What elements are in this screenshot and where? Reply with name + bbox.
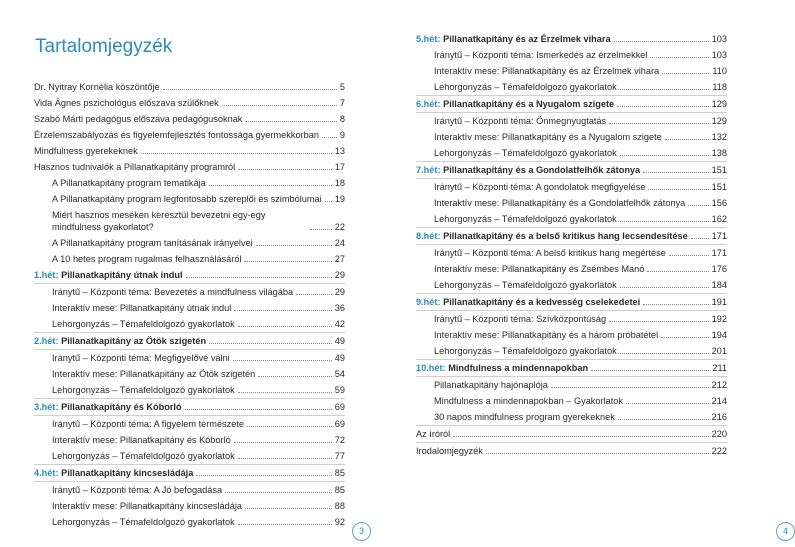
- toc-entry-title: Interaktív mese: Pillanatkapitány útnak indul: [52, 303, 232, 313]
- toc-entry[interactable]: [34, 143, 345, 159]
- toc-page-number: 211: [712, 363, 727, 373]
- chapter-title: Pillanatkapitány és a Nyugalom szigete: [443, 99, 615, 109]
- toc-entry-title: Interaktív mese: Pillanatkapitány kincsesládája: [52, 501, 242, 511]
- toc-entry-title: Iránytű – Központi téma: Önmegnyugtatás: [434, 116, 607, 126]
- toc-entry[interactable]: [416, 47, 727, 63]
- dot-leader: [163, 89, 337, 90]
- toc-entry-title: Lehorgonyzás – Témafeldolgozó gyakorlatok: [434, 214, 617, 224]
- toc-entry-title: Lehorgonyzás – Témafeldolgozó gyakorlatok: [434, 280, 617, 290]
- dot-leader: [688, 205, 708, 206]
- toc-page-number: 138: [711, 148, 727, 158]
- toc-page-number: 49: [334, 336, 345, 346]
- toc-page-number: 69: [334, 402, 345, 412]
- dot-leader: [209, 185, 332, 186]
- toc-entry-title: [34, 269, 183, 281]
- toc-entry-title: [416, 230, 688, 242]
- toc-entry-title: A Pillanatkapitány program legfontosabb szereplői és szimbólumai: [52, 194, 322, 204]
- toc-entry-title: Interaktív mese: Pillanatkapitány és Zsémbes Manó: [434, 264, 645, 274]
- toc-page-number: 103: [711, 50, 727, 60]
- week-number: 3.hét:: [34, 402, 59, 412]
- chapter-title: Pillanatkapitány kincsesládája: [61, 468, 194, 478]
- toc-chapter-entry[interactable]: [34, 267, 345, 284]
- toc-entry[interactable]: [416, 343, 727, 360]
- dot-leader: [609, 123, 709, 124]
- toc-chapter-entry[interactable]: [416, 294, 727, 311]
- toc-entry[interactable]: [34, 366, 345, 382]
- week-number: 1.hét:: [34, 270, 59, 280]
- toc-entry[interactable]: [34, 79, 345, 95]
- toc-page-number: 59: [334, 385, 345, 395]
- toc-entry[interactable]: [34, 95, 345, 111]
- dot-leader: [258, 376, 332, 377]
- dot-leader: [691, 238, 709, 239]
- toc-entry-title: Iránytű – Központi téma: Megfigyelővé válni: [52, 353, 230, 363]
- toc-entry[interactable]: [34, 350, 345, 366]
- toc-page-number: 156: [711, 198, 727, 208]
- toc-entry-title: Iránytű – Központi téma: Szívközpontúság: [434, 314, 607, 324]
- toc-entry-title: Dr. Nyitray Kornélia köszöntője: [34, 82, 160, 92]
- week-number: 6.hét:: [416, 99, 441, 109]
- toc-entry-title: [34, 401, 182, 413]
- dot-leader: [196, 475, 331, 476]
- toc-page-number: 184: [711, 280, 727, 290]
- toc-entry[interactable]: [34, 284, 345, 300]
- dot-leader: [648, 189, 708, 190]
- toc-entry-title: Irodalomjegyzék: [416, 446, 483, 456]
- toc-entry-title: A Pillanatkapitány program tematikája: [52, 178, 206, 188]
- toc-entry-title: Hasznos tudnivalók a Pillanatkapitány programról: [34, 162, 236, 172]
- toc-entry-title: [416, 33, 611, 45]
- toc-entry[interactable]: [416, 261, 727, 277]
- toc-entry-title: Az íróról: [416, 429, 451, 439]
- toc-page-number: 29: [334, 287, 345, 297]
- toc-entry-title: A 10 hetes program rugalmas felhasználásáról: [52, 254, 242, 264]
- toc-page-number: 54: [334, 369, 345, 379]
- toc-chapter-entry[interactable]: [34, 465, 345, 482]
- toc-page-number: 19: [334, 194, 345, 204]
- week-number: 5.hét:: [416, 34, 441, 44]
- toc-page-number: 18: [334, 178, 345, 188]
- toc-page-number: 151: [711, 165, 727, 175]
- chapter-title: Pillanatkapitány és a belső kritikus hang lecsendesítése: [443, 231, 688, 241]
- toc-entry[interactable]: [416, 79, 727, 96]
- dot-leader: [647, 271, 708, 272]
- toc-page-number: 192: [711, 314, 727, 324]
- dot-leader: [141, 153, 332, 154]
- toc-page-number: 118: [712, 82, 727, 92]
- toc-entry-title: Pillanatkapitány hajónaplója: [434, 380, 548, 390]
- toc-page-number: 69: [334, 419, 345, 429]
- toc-chapter-entry[interactable]: [34, 399, 345, 416]
- dot-leader: [665, 139, 709, 140]
- dot-leader: [551, 387, 709, 388]
- toc-entry-title: [416, 362, 588, 374]
- toc-entry[interactable]: [416, 393, 727, 409]
- toc-page-number: 77: [334, 451, 345, 461]
- dot-leader: [238, 169, 332, 170]
- toc-page-number: 151: [711, 182, 727, 192]
- toc-page-number: 212: [711, 380, 727, 390]
- toc-entry-title: Lehorgonyzás – Témafeldolgozó gyakorlatok: [434, 148, 617, 158]
- toc-entry-title: Iránytű – Központi téma: A gondolatok megfigyelése: [434, 182, 646, 192]
- toc-page-number: 110: [712, 66, 727, 76]
- dot-leader: [238, 392, 332, 393]
- toc-page-number: 7: [339, 98, 345, 108]
- toc-entry[interactable]: [416, 245, 727, 261]
- week-number: 2.hét:: [34, 336, 59, 346]
- toc-entry[interactable]: [416, 179, 727, 195]
- toc-entry-title: Miért hasznos meséken keresztül bevezetni egy-egy mindfulness gyakorlatot?: [52, 210, 266, 232]
- toc-entry[interactable]: [416, 277, 727, 294]
- toc-chapter-entry[interactable]: [416, 162, 727, 179]
- toc-entry-title: Interaktív mese: Pillanatkapitány és az Érzelmek vihara: [434, 66, 660, 76]
- dot-leader: [620, 287, 709, 288]
- toc-page-number: 42: [334, 319, 345, 329]
- dot-leader: [209, 343, 332, 344]
- toc-entry[interactable]: [416, 145, 727, 162]
- toc-chapter-entry[interactable]: [416, 228, 727, 245]
- toc-chapter-entry[interactable]: [34, 333, 345, 350]
- toc-page-number: 129: [711, 116, 727, 126]
- toc-entry[interactable]: [34, 127, 345, 143]
- week-number: 9.hét:: [416, 297, 441, 307]
- dot-leader: [620, 221, 709, 222]
- toc-page-number: 171: [711, 248, 727, 258]
- dot-leader: [620, 89, 710, 90]
- toc-entry[interactable]: [416, 443, 727, 459]
- dot-leader: [233, 360, 332, 361]
- toc-page-number: 72: [334, 435, 345, 445]
- toc-entry[interactable]: [34, 432, 345, 448]
- toc-chapter-entry[interactable]: [416, 96, 727, 113]
- toc-entry[interactable]: [416, 195, 727, 211]
- toc-entry[interactable]: [416, 327, 727, 343]
- week-number: 7.hét:: [416, 165, 441, 175]
- week-number: 8.hét:: [416, 231, 441, 241]
- toc-entry[interactable]: [34, 448, 345, 465]
- toc-page-number: 132: [711, 132, 727, 142]
- chapter-title: Pillanatkapitány az Ötök szigetén: [61, 336, 207, 346]
- toc-entry[interactable]: [416, 63, 727, 79]
- toc-entry[interactable]: [34, 382, 345, 399]
- toc-page-number: 5: [339, 82, 345, 92]
- dot-leader: [225, 492, 332, 493]
- dot-leader: [186, 277, 332, 278]
- toc-entry-title: Iránytű – Központi téma: A belső kritikus hang megértése: [434, 248, 666, 258]
- dot-leader: [486, 453, 709, 454]
- dot-leader: [245, 508, 332, 509]
- toc-entry-title: 30 napos mindfulness program gyerekeknek: [434, 412, 615, 422]
- toc-page-number: 92: [334, 517, 345, 527]
- week-number: 4.hét:: [34, 468, 59, 478]
- toc-page-number: 222: [711, 446, 727, 456]
- toc-entry-title: [34, 335, 206, 347]
- dot-leader: [591, 370, 709, 371]
- toc-page-number: 13: [334, 146, 345, 156]
- chapter-title: Pillanatkapitány útnak indul: [61, 270, 183, 280]
- toc-page-number: 49: [334, 353, 345, 363]
- dot-leader: [185, 409, 332, 410]
- toc-entry-title: Vida Ágnes pszichológus előszava szülőknek: [34, 98, 219, 108]
- dot-leader: [661, 337, 708, 338]
- dot-leader: [669, 255, 709, 256]
- chapter-title: Pillanatkapitány és az Érzelmek vihara: [443, 34, 611, 44]
- toc-page-number: 194: [711, 330, 727, 340]
- toc-page-number: 8: [339, 114, 345, 124]
- toc-entry[interactable]: [416, 129, 727, 145]
- toc-entry-title: Lehorgonyzás – Témafeldolgozó gyakorlatok: [52, 385, 235, 395]
- dot-leader: [325, 201, 332, 202]
- toc-page-number: 9: [339, 130, 345, 140]
- toc-page-number: 24: [334, 238, 345, 248]
- toc-page-number: 36: [334, 303, 345, 313]
- dot-leader: [643, 304, 708, 305]
- dot-leader: [296, 294, 332, 295]
- page-title: Tartalomjegyzék: [35, 36, 173, 57]
- toc-page-number: 27: [334, 254, 345, 264]
- dot-leader: [310, 229, 332, 230]
- chapter-title: Mindfulness a mindennapokban: [448, 363, 589, 373]
- toc-entry[interactable]: [416, 211, 727, 228]
- dot-leader: [238, 524, 332, 525]
- toc-chapter-entry[interactable]: [416, 360, 727, 377]
- toc-entry-title: Interaktív mese: Pillanatkapitány és a Gondolatfelhők zátonya: [434, 198, 686, 208]
- dot-leader: [650, 57, 708, 58]
- dot-leader: [234, 442, 332, 443]
- toc-page-number: 85: [334, 468, 345, 478]
- toc-entry[interactable]: [34, 300, 345, 316]
- toc-page-number: 88: [334, 501, 345, 511]
- toc-page-number: 201: [711, 346, 727, 356]
- toc-entry-title: Interaktív mese: Pillanatkapitány és a Nyugalom szigete: [434, 132, 662, 142]
- toc-entry[interactable]: [34, 159, 345, 175]
- toc-entry-title: Interaktív mese: Pillanatkapitány és a három próbatétel: [434, 330, 659, 340]
- week-number: 10.hét:: [416, 363, 446, 373]
- chapter-title: Pillanatkapitány és a Gondolatfelhők zátonya: [443, 165, 641, 175]
- toc-entry[interactable]: [34, 514, 345, 530]
- toc-entry-title: Lehorgonyzás – Témafeldolgozó gyakorlatok: [434, 82, 617, 92]
- dot-leader: [234, 310, 332, 311]
- chapter-title: Pillanatkapitány és a kedvesség cselekedetei: [443, 297, 641, 307]
- toc-entry[interactable]: [416, 409, 727, 426]
- dot-leader: [453, 436, 708, 437]
- toc-entry[interactable]: [34, 498, 345, 514]
- toc-entry[interactable]: [34, 191, 345, 207]
- dot-leader: [626, 403, 709, 404]
- dot-leader: [238, 458, 332, 459]
- chapter-title: Pillanatkapitány és Kóborló: [61, 402, 182, 412]
- toc-entry[interactable]: [34, 482, 345, 498]
- page-number-left: 3: [352, 522, 371, 541]
- toc-list-right: [416, 31, 727, 459]
- toc-entry[interactable]: [416, 377, 727, 393]
- dot-leader: [609, 321, 709, 322]
- dot-leader: [662, 73, 709, 74]
- toc-entry-title: Mindfulness gyerekeknek: [34, 146, 138, 156]
- toc-entry-title: [34, 467, 193, 479]
- toc-page-number: 22: [334, 222, 345, 232]
- toc-page-number: 129: [711, 99, 727, 109]
- toc-entry[interactable]: [416, 113, 727, 129]
- right-page: [384, 0, 788, 547]
- toc-page-number: 220: [711, 429, 727, 439]
- toc-entry-title: Interaktív mese: Pillanatkapitány és Kóborló: [52, 435, 231, 445]
- page-number-right: 4: [776, 522, 795, 541]
- dot-leader: [618, 419, 709, 420]
- dot-leader: [245, 121, 336, 122]
- toc-page-number: 171: [711, 231, 727, 241]
- toc-entry[interactable]: [34, 316, 345, 333]
- toc-entry-title: Iránytű – Központi téma: Ismerkedés az érzelmekkel: [434, 50, 648, 60]
- toc-page-number: 176: [711, 264, 727, 274]
- toc-chapter-entry[interactable]: [416, 31, 727, 47]
- toc-page-number: 216: [711, 412, 727, 422]
- dot-leader: [247, 426, 332, 427]
- toc-entry[interactable]: [34, 207, 345, 235]
- toc-entry[interactable]: [34, 175, 345, 191]
- toc-entry[interactable]: [34, 111, 345, 127]
- toc-entry-title: Iránytű – Központi téma: A figyelem természete: [52, 419, 245, 429]
- toc-entry-title: Lehorgonyzás – Témafeldolgozó gyakorlatok: [52, 319, 235, 329]
- dot-leader: [256, 245, 332, 246]
- toc-entry-title: Érzelemszabályozás és figyelemfejlesztés fontossága gyermekkorban: [34, 130, 319, 140]
- toc-entry-title: A Pillanatkapitány program tanításának irányelvei: [52, 238, 253, 248]
- toc-entry-title: [416, 296, 640, 308]
- toc-entry-title: Interaktív mese: Pillanatkapitány az Ötök szigetén: [52, 369, 256, 379]
- dot-leader: [620, 155, 709, 156]
- toc-entry-title: Mindfulness a mindennapokban – Gyakorlatok: [434, 396, 623, 406]
- toc-page-number: 214: [711, 396, 727, 406]
- dot-leader: [238, 326, 332, 327]
- dot-leader: [620, 353, 709, 354]
- toc-page-number: 191: [711, 297, 727, 307]
- left-page: [0, 0, 384, 547]
- toc-entry-title: [416, 98, 614, 110]
- toc-entry-title: [416, 164, 640, 176]
- toc-list-left: [34, 79, 345, 530]
- toc-page-number: 29: [334, 270, 345, 280]
- toc-entry[interactable]: [416, 311, 727, 327]
- toc-page-number: 103: [711, 34, 727, 44]
- toc-entry[interactable]: [416, 426, 727, 443]
- toc-entry-title: Szabó Márti pedagógus előszava pedagógusoknak: [34, 114, 243, 124]
- dot-leader: [222, 105, 337, 106]
- toc-page-number: 17: [334, 162, 345, 172]
- toc-entry-title: Lehorgonyzás – Témafeldolgozó gyakorlatok: [52, 517, 235, 527]
- toc-page-number: 162: [711, 214, 727, 224]
- toc-entry-title: Lehorgonyzás – Témafeldolgozó gyakorlatok: [434, 346, 617, 356]
- dot-leader: [322, 137, 337, 138]
- toc-entry[interactable]: [34, 416, 345, 432]
- dot-leader: [643, 172, 709, 173]
- toc-entry-title: Iránytű – Központi téma: Bevezetés a mindfulness világába: [52, 287, 294, 297]
- toc-entry-title: Lehorgonyzás – Témafeldolgozó gyakorlatok: [52, 451, 235, 461]
- dot-leader: [244, 261, 331, 262]
- toc-entry-title: Iránytű – Központi téma: A Jó befogadása: [52, 485, 223, 495]
- toc-entry[interactable]: [34, 235, 345, 251]
- dot-leader: [614, 41, 709, 42]
- toc-entry[interactable]: [34, 251, 345, 267]
- toc-page-number: 85: [334, 485, 345, 495]
- dot-leader: [617, 106, 709, 107]
